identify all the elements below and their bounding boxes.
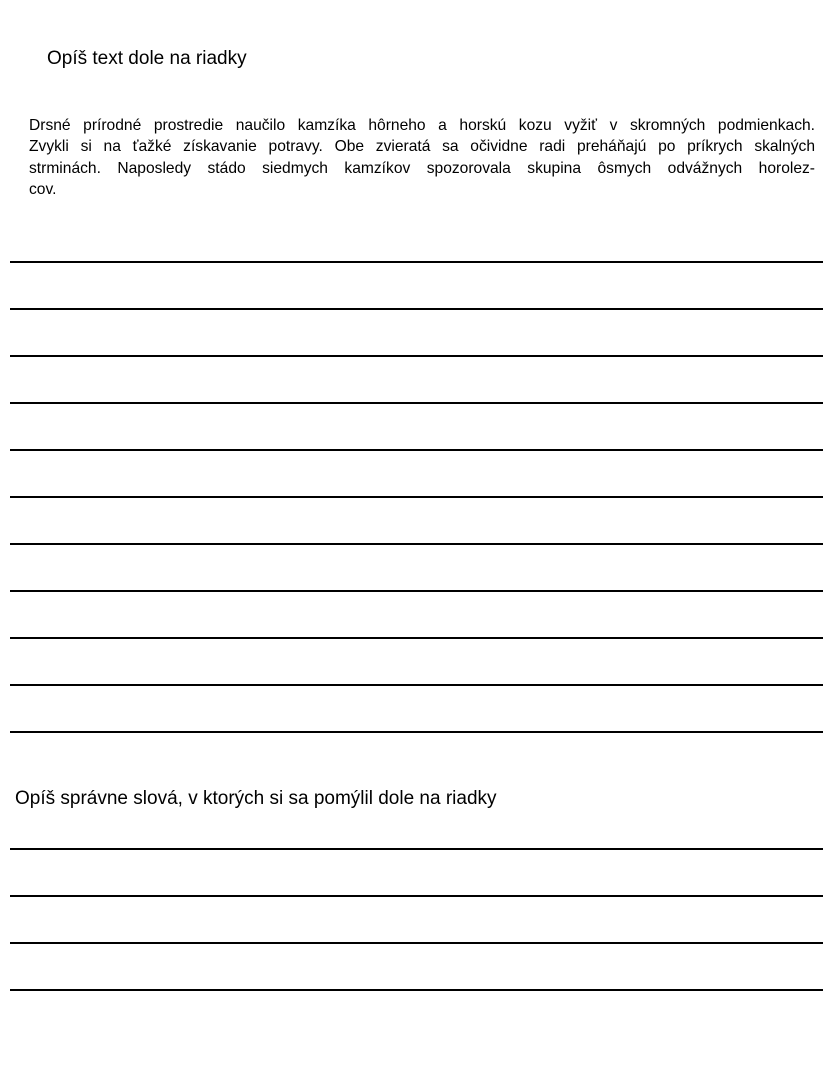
copy-writing-line-7 (10, 543, 823, 545)
correction-writing-line-4 (10, 989, 823, 991)
copy-writing-line-9 (10, 637, 823, 639)
copy-writing-line-5 (10, 449, 823, 451)
copy-writing-line-1 (10, 261, 823, 263)
correction-writing-line-3 (10, 942, 823, 944)
passage-text (29, 115, 829, 200)
correction-writing-line-2 (10, 895, 823, 897)
passage-line-4: cov. (29, 180, 57, 198)
correction-task-instruction: Opíš správne slová, v ktorých si sa pomýlil dole na riadky (15, 788, 497, 809)
passage-line-2: Zvykli si na ťažké získavanie potravy. Obe zvieratá sa očividne radi preháňajú po príkrych skalných (29, 138, 815, 156)
passage-line-1: Drsné prírodné prostredie naučilo kamzíka hôrneho a horskú kozu vyžiť v skromných podmienkach. (29, 117, 815, 134)
copy-writing-line-4 (10, 402, 823, 404)
copy-writing-line-10 (10, 684, 823, 686)
passage-line-3: strminách. Naposledy stádo siedmych kamzíkov spozorovala skupina ôsmych odvážnych horolez- (29, 159, 815, 177)
copy-writing-line-3 (10, 355, 823, 357)
copy-writing-line-2 (10, 308, 823, 310)
copy-writing-line-11 (10, 731, 823, 733)
copy-writing-line-6 (10, 496, 823, 498)
correction-writing-line-1 (10, 848, 823, 850)
copy-task-instruction: Opíš text dole na riadky (47, 48, 247, 69)
copy-writing-line-8 (10, 590, 823, 592)
